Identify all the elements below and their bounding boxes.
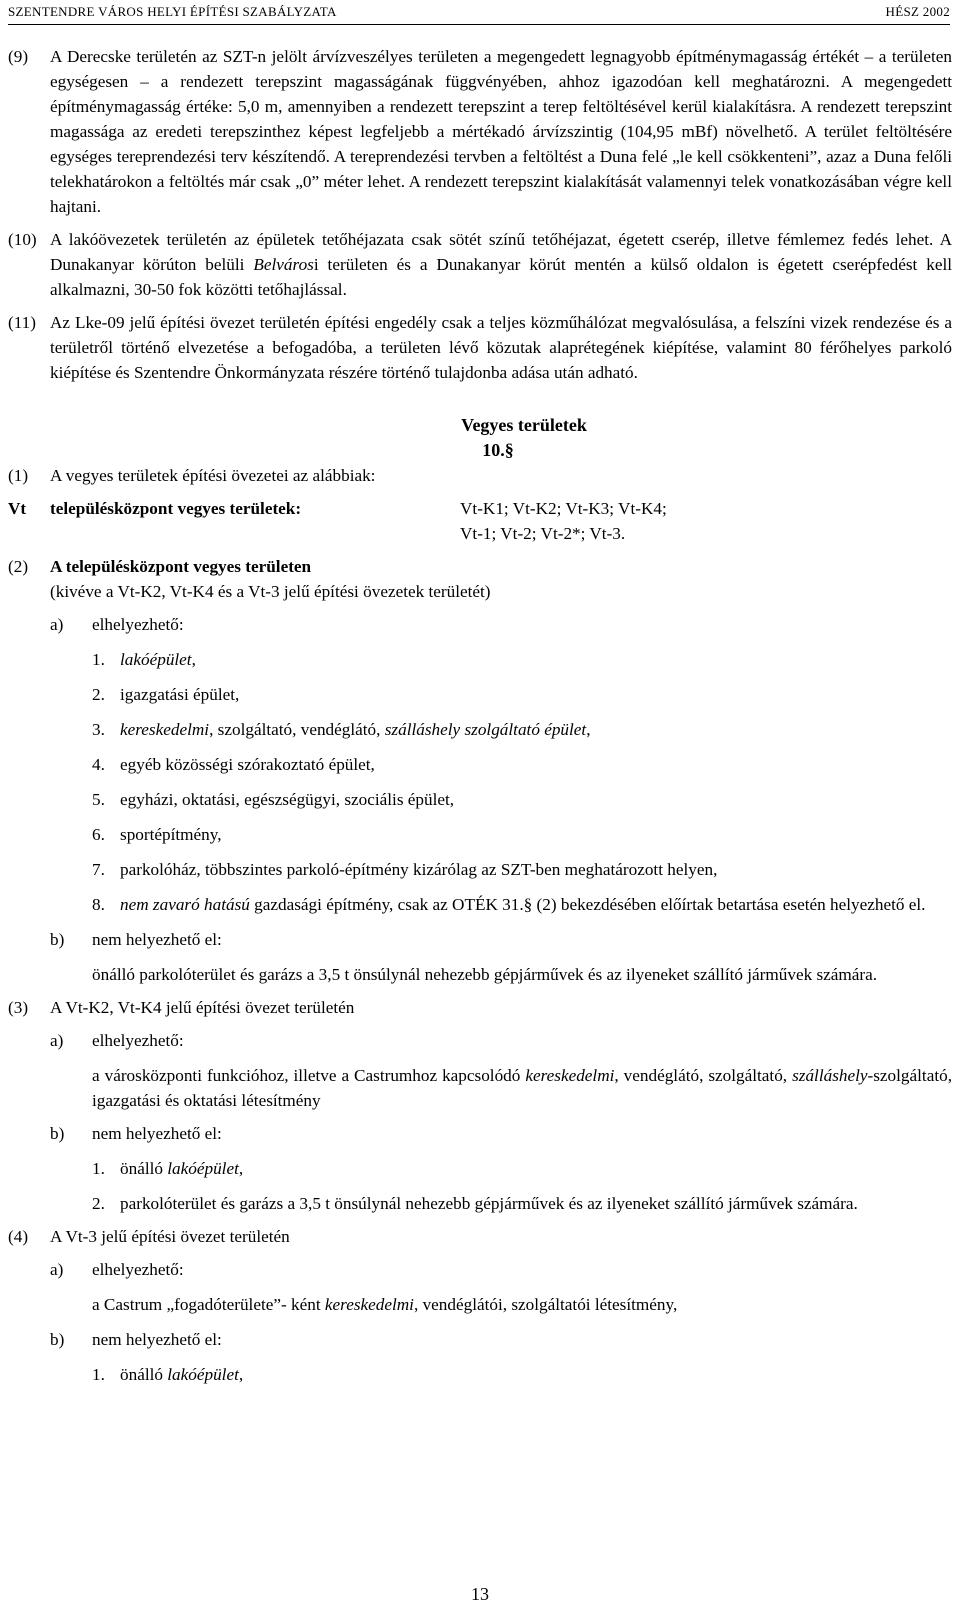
section-number: (11)	[8, 313, 36, 332]
list-item: 1. lakóépület,	[92, 650, 196, 669]
list-item: 6. sportépítmény,	[92, 825, 222, 844]
list-item: a) elhelyezhető:	[50, 1031, 184, 1050]
section-text: A Derecske területén az SZT-n jelölt árvízveszélyes területen a megengedett legnagyobb építménymagasság értékét – a területen egységesen – a rendezett terepszint magasságának függvényében, ahhoz igazodóan kell meghatározni. A megengedett építménymagasság értéke: 5,0 m, amennyiben a rendezett terepszint a terep feltöltésével kerül kialakításra. A rendezett terepszint magassága az eredeti terepszinthez képest legfeljebb a mértékadó árvízszintig (104,95 mBf) növelhető. A terület feltöltésére egységes tereprendezési terv készítendő. A tereprendezési tervben a feltöltést a Duna felé „le kell csökkenteni”, azaz a Duna felőli telekhatárokon a feltöltés már csak „0” méter lehet. A rendezett terepszint kialakítását valamennyi telek vonatkozásában végre kell hajtani.	[50, 47, 952, 216]
list-item: 4. egyéb közösségi szórakoztató épület,	[92, 755, 375, 774]
list-item: 5. egyházi, oktatási, egészségügyi, szociális épület,	[92, 790, 455, 809]
list-item: a) elhelyezhető:	[50, 1260, 184, 1279]
page-number: 13	[471, 1584, 489, 1604]
list-item: 7. parkolóház, többszintes parkoló-építmény kizárólag az SZT-ben meghatározott helyen,	[92, 860, 718, 879]
section-number: (9)	[8, 47, 29, 66]
list-item: b) nem helyezhető el:	[50, 1330, 222, 1349]
header-code: HÉSZ 2002	[885, 4, 950, 19]
paragraph-2: (2) A településközpont vegyes területen	[8, 557, 312, 576]
section-9	[8, 44, 952, 219]
list-item: 2. igazgatási épület,	[92, 685, 240, 704]
header-title: SZENTENDRE VÁROS HELYI ÉPÍTÉSI SZABÁLYZATA	[8, 4, 337, 19]
document-body	[8, 44, 952, 1387]
paragraph-1: (1) A vegyes területek építési övezetei az alábbiak:	[8, 466, 376, 485]
section-text: Az Lke-09 jelű építési övezet területén építési engedély csak a teljes közműhálózat megvalósulása, a felszíni vizek rendezése és a területről történő elvezetése a befogadóba, a területen lévő közutak alaprétegének kiépítése, valamint 80 férőhelyes parkoló kiépítése és Szentendre Önkormányzata részére történő tulajdonba adása után adható.	[50, 313, 952, 382]
vt-zone-row: Vt településközpont vegyes területek: Vt-K1; Vt-K2; Vt-K3; Vt-K4; Vt-1; Vt-2; Vt-2*; Vt-3.	[8, 499, 667, 543]
section-10	[8, 227, 952, 302]
list-item: 8. nem zavaró hatású gazdasági építmény, csak az OTÉK 31.§ (2) bekezdésében előírtak betartása esetén helyezhető el.	[92, 895, 926, 914]
list-item: b) nem helyezhető el:	[50, 1124, 222, 1143]
list-item: 3. kereskedelmi, szolgáltató, vendéglátó, szálláshely szolgáltató épület,	[92, 720, 591, 739]
chapter-paragraph: 10.§	[482, 440, 514, 460]
list-item: a) elhelyezhető:	[50, 615, 184, 634]
chapter-heading	[8, 413, 952, 463]
section-text: A lakóövezetek területén az épületek tetőhéjazata csak sötét színű tetőhéjazat, égetett cserép, illetve fémlemez fedés lehet. A Dunakanyar körúton belüli Belvárosi területen és a Dunakanyar körút mentén a külső oldalon is égetett cserépfedést kell alkalmazni, 30-50 fok közötti tetőhajlással.	[50, 230, 952, 299]
paragraph-3: (3) A Vt-K2, Vt-K4 jelű építési övezet területén	[8, 998, 355, 1017]
paragraph-text: önálló parkolóterület és garázs a 3,5 t önsúlynál nehezebb gépjárművek és az ilyeneket szállító járművek számára.	[92, 965, 878, 984]
paragraph-text: a Castrum „fogadóterülete”- ként kereskedelmi, vendéglátói, szolgáltatói létesítmény,	[92, 1295, 678, 1314]
list-item: 1. önálló lakóépület,	[92, 1365, 244, 1384]
section-11	[8, 310, 952, 385]
page-header	[8, 0, 950, 25]
list-item: b) nem helyezhető el:	[50, 930, 222, 949]
section-number: (10)	[8, 230, 37, 249]
paragraph-subtitle: (kivéve a Vt-K2, Vt-K4 és a Vt-3 jelű építési övezetek területét)	[50, 582, 491, 601]
list-item: 2. parkolóterület és garázs a 3,5 t önsúlynál nehezebb gépjárművek és az ilyeneket szállító járművek számára.	[92, 1194, 858, 1213]
paragraph-4: (4) A Vt-3 jelű építési övezet területén	[8, 1227, 290, 1246]
chapter-title: Vegyes területek	[461, 415, 587, 435]
list-item: 1. önálló lakóépület,	[92, 1159, 244, 1178]
paragraph-text: a városközponti funkcióhoz, illetve a Castrumhoz kapcsolódó kereskedelmi, vendéglátó, szolgáltató, szálláshely-szolgáltató, igazgatási és oktatási létesítmény	[92, 1066, 952, 1110]
